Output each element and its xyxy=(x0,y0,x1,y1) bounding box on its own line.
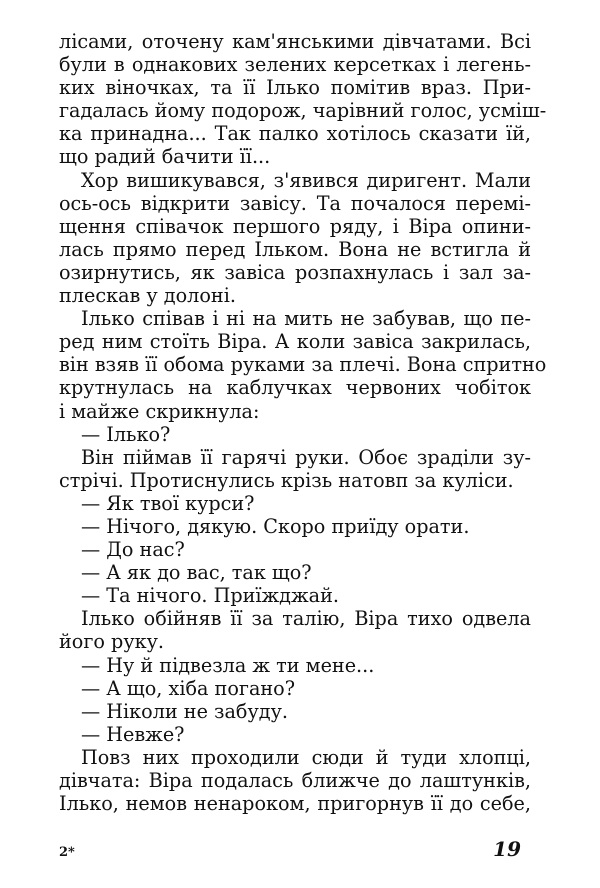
dialogue-line: — До нас? xyxy=(81,538,185,562)
dialogue-line: — Як твої курси? xyxy=(81,491,255,515)
dialogue-line: — Ілько? xyxy=(81,422,171,446)
paragraph-first-line: Хор вишикувався, з'явився диригент. Мали xyxy=(81,168,531,192)
text-line: його руку. xyxy=(59,630,164,654)
text-line: крутнулась на каблучках червоних чобіток xyxy=(59,376,531,400)
dialogue-line: — Ніколи не забуду. xyxy=(81,699,288,723)
dialogue-line: — А що, хіба погано? xyxy=(81,676,296,700)
text-line: дівчата: Віра подалась ближче до лаштунків, xyxy=(59,769,531,792)
text-line: лась прямо перед Ільком. Вона не встигла й xyxy=(59,237,531,261)
text-line: і майже скрикнула: xyxy=(59,399,260,423)
page-number: 19 xyxy=(493,837,521,861)
body-text xyxy=(59,30,547,816)
text-line: ред ним стоїть Віра. А коли завіса закрилась, xyxy=(59,330,531,354)
dialogue-line: — А як до вас, так що? xyxy=(81,561,312,585)
text-line: Ілько, немов ненароком, пригорнув її до себе, xyxy=(59,792,531,816)
text-line: він взяв її обома руками за плечі. Вона спритно xyxy=(59,353,547,377)
text-line: лісами, оточену кам'янськими дівчатами. Всі xyxy=(59,30,531,53)
signature-mark: 2* xyxy=(59,845,75,860)
text-line: озирнутись, як завіса розпахнулась і зал за- xyxy=(59,260,531,284)
text-line: стрічі. Протиснулись крізь натовп за куліси. xyxy=(59,468,514,492)
page-footer xyxy=(59,837,521,865)
dialogue-line: — Ну й підвезла ж ти мене... xyxy=(81,653,375,677)
text-line: ких віночках, та її Ілько помітив враз. При- xyxy=(59,76,531,100)
paragraph-first-line: Ілько обійняв її за талію, Віра тихо одвела xyxy=(81,607,531,631)
paragraph-first-line: Він піймав її гарячі руки. Обоє зраділи зу- xyxy=(81,445,531,469)
text-line: ось-ось відкрити завісу. Та почалося перемі- xyxy=(59,191,531,215)
paragraph-first-line: Повз них проходили сюди й туди хлопці, xyxy=(81,745,531,769)
dialogue-line: — Та нічого. Приїжджай. xyxy=(81,584,339,608)
dialogue-line: — Невже? xyxy=(81,722,185,746)
text-line: були в однакових зелених керсетках і легень- xyxy=(59,53,531,77)
text-line: що радий бачити її... xyxy=(59,145,271,169)
text-line: гадалась йому подорож, чарівний голос, усміш- xyxy=(59,99,547,123)
text-line: щення співачок першого ряду, і Віра опини- xyxy=(59,214,531,238)
text-line: плескав у долоні. xyxy=(59,284,236,308)
dialogue-line: — Нічого, дякую. Скоро приїду орати. xyxy=(81,514,470,538)
text-line: ка принадна... Так палко хотілось сказати їй, xyxy=(59,122,531,146)
paragraph-first-line: Ілько співав і ні на мить не забував, що пе- xyxy=(81,307,531,331)
